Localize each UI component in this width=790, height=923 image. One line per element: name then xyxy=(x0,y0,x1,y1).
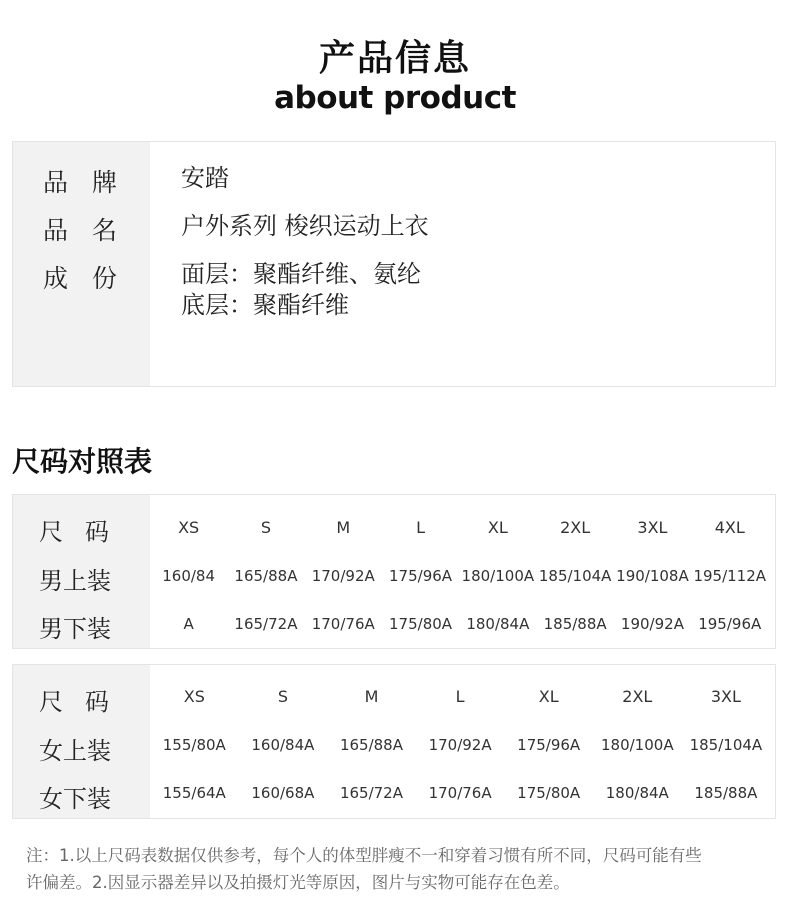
women-top-cell: 155/80A xyxy=(162,736,226,754)
women-size-cell: XL xyxy=(538,687,559,706)
product-info-box xyxy=(12,141,776,387)
men-size-cell: S xyxy=(260,518,272,537)
men-top-cell: 180/100A xyxy=(461,567,535,585)
men-bottom-cell: 190/92A xyxy=(620,615,684,633)
brand-label: 品牌 xyxy=(43,168,142,197)
men-top-cell: 160/84 xyxy=(162,567,216,585)
men-top-cell: 175/96A xyxy=(389,567,453,585)
size-note-line1: 注：1.以上尺码表数据仅供参考，每个人的体型胖瘦不一和穿着习惯有所不同，尺码可能有些 xyxy=(26,846,702,865)
men-size-cell: XL xyxy=(487,518,508,537)
women-size-cell: L xyxy=(455,687,465,706)
material-value-line1: 面层：聚酯纤维、氨纶 xyxy=(181,260,421,288)
material-value-line2: 底层：聚酯纤维 xyxy=(181,291,349,319)
women-top-cell: 175/96A xyxy=(517,736,581,754)
size-note xyxy=(26,842,776,896)
women-top-cell: 170/92A xyxy=(428,736,492,754)
men-bottom-cell: A xyxy=(183,615,194,633)
men-top-cell: 170/92A xyxy=(311,567,375,585)
women-size-table xyxy=(12,664,776,819)
men-size-cell: L xyxy=(416,518,425,537)
page-title-en: about product xyxy=(274,80,516,116)
men-size-cell: 4XL xyxy=(714,518,745,537)
men-top-cell: 195/112A xyxy=(693,567,767,585)
women-top-row-label: 女上装 xyxy=(39,737,111,765)
men-bottom-cell: 185/88A xyxy=(543,615,607,633)
women-size-row-label: 尺码 xyxy=(39,688,131,716)
men-size-cell: 3XL xyxy=(637,518,668,537)
women-bottom-cell: 165/72A xyxy=(339,784,403,802)
women-bottom-cell: 155/64A xyxy=(162,784,226,802)
men-bottom-cell: 170/76A xyxy=(311,615,375,633)
men-top-cell: 185/104A xyxy=(538,567,612,585)
women-size-cell: S xyxy=(277,687,288,706)
women-bottom-cell: 180/84A xyxy=(605,784,669,802)
men-size-cell: 2XL xyxy=(560,518,591,537)
men-bottom-cell: 195/96A xyxy=(698,615,762,633)
women-bottom-cell: 170/76A xyxy=(428,784,492,802)
women-top-cell: 185/104A xyxy=(689,736,763,754)
name-label: 品名 xyxy=(43,216,142,245)
women-top-cell: 165/88A xyxy=(339,736,403,754)
men-bottom-row-label: 男下装 xyxy=(39,615,111,643)
women-size-cell: 2XL xyxy=(622,687,653,706)
women-size-cell: XS xyxy=(183,687,205,706)
men-size-cell: XS xyxy=(178,518,200,537)
women-size-cell: 3XL xyxy=(710,687,741,706)
women-top-cell: 180/100A xyxy=(601,736,674,754)
women-bottom-cell: 160/68A xyxy=(251,784,315,802)
men-bottom-cell: 175/80A xyxy=(389,615,453,633)
women-bottom-cell: 185/88A xyxy=(694,784,758,802)
men-top-cell: 190/108A xyxy=(616,567,689,585)
women-bottom-row-label: 女下装 xyxy=(39,785,111,813)
size-chart-heading: 尺码对照表 xyxy=(12,445,153,478)
women-top-cell: 160/84A xyxy=(251,736,315,754)
women-size-cell: M xyxy=(364,687,379,706)
men-bottom-cell: 165/72A xyxy=(234,615,298,633)
size-note-line2: 许偏差。2.因显示器差异以及拍摄灯光等原因，图片与实物可能存在色差。 xyxy=(26,873,570,892)
men-top-cell: 165/88A xyxy=(234,567,298,585)
name-value: 户外系列 梭织运动上衣 xyxy=(181,212,429,240)
men-bottom-cell: 180/84A xyxy=(466,615,530,633)
men-size-cell: M xyxy=(336,518,351,537)
men-size-row-label: 尺码 xyxy=(39,518,131,546)
page-title-cn: 产品信息 xyxy=(318,38,471,79)
men-size-table xyxy=(12,494,776,649)
women-bottom-cell: 175/80A xyxy=(517,784,581,802)
men-top-row-label: 男上装 xyxy=(39,567,111,595)
brand-value: 安踏 xyxy=(181,164,229,192)
material-label: 成份 xyxy=(43,264,142,293)
